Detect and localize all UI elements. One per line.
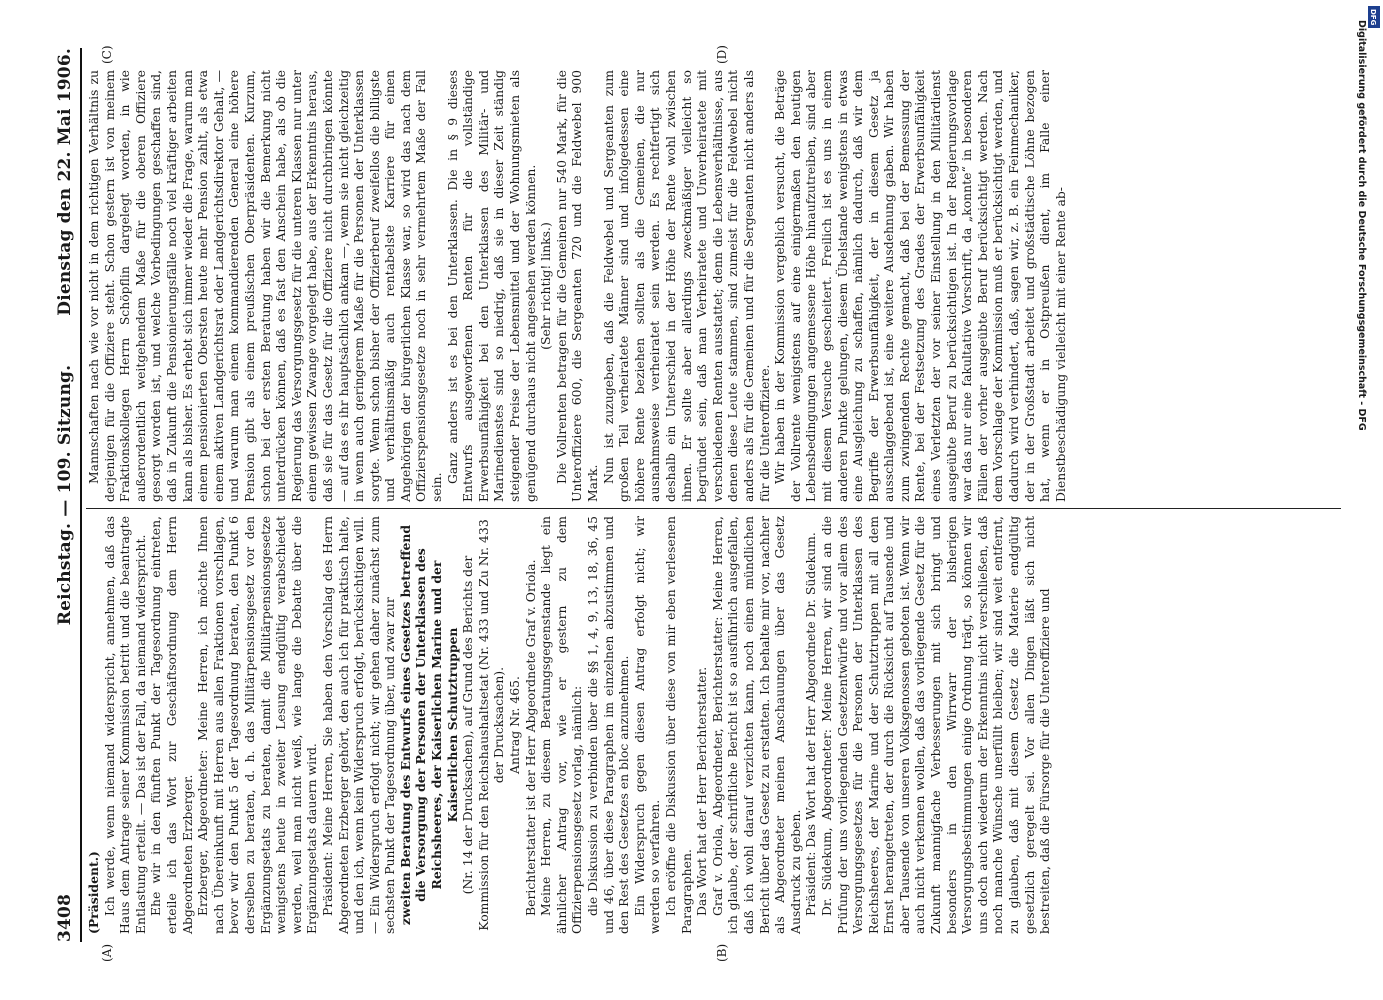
paragraph: Präsident: Das Wort hat der Herr Abgeordnete Dr. Südekum. xyxy=(803,532,819,916)
page-header xyxy=(55,48,79,942)
paragraph: Nun ist zuzugeben, daß die Feldwebel und Sergeanten zum großen Teil verheiratete Männer sind und infolgedessen eine höhere Rente beziehen sollten als die Gemeinen, die nur ausnahmsweise verheiratet sein werden. Es rechtfertigt sich deshalb ein Unterschied in der Höhe der Rente wohl zwischen ihnen. Er sollte aber allerdings zweckmäßiger vielleicht so begründet sein, daß man Verheiratete und Unverheiratete mit verschiedenen Renten ausstattet; denn die Lebensverhältnisse, aus denen diese Leute stammen, sind zumeist für die Feldwebel nicht anders als für die Gemeinen und für die Sergeanten nicht anders als für die Unteroffiziere. xyxy=(600,70,772,502)
text-column-right xyxy=(86,70,1068,502)
paragraph: Erzberger, Abgeordneter: Meine Herren, ich möchte Ihnen nach Übereinkunft mit Herren aus allen Fraktionen vorschlagen, bevor wir den Punkt 5 der Tagesordnung beraten, den Punkt 6 derselben zu beraten, d. h. das Militärpensionsgesetz vor den Ergänzungsetats zu beraten, damit die Militärpensionsgesetze wenigstens heute in zweiter Lesung endgültig verabschiedet werden, weil man nicht weiß, wie lange die Debatte über die Ergänzungsetats dauern wird. xyxy=(195,516,320,934)
paragraph: Graf v. Oriola, Abgeordneter, Berichterstatter: Meine Herren, ich glaube, der schriftliche Bericht ist so ausführlich ausgefallen, daß ich wohl darauf verzichten kann, noch einen mündlichen Bericht über das Gesetz zu erstatten. Ich behalte mir vor, nachher als Abgeordneter meinen Anschauungen über das Gesetz Ausdruck zu geben. xyxy=(709,516,803,934)
paragraph: (Sehr richtig! links.) xyxy=(538,222,554,350)
margin-mark-b: (B) xyxy=(715,943,729,962)
paragraph: zweiten Beratung des Entwurfs eines Gesetzes betreffend die Versorgung der Personen der Unterklassen des Reichsheeres, der Kaiserlichen Marine und der Kaiserlichen Schutztruppen xyxy=(397,524,460,926)
margin-mark-c: (C) xyxy=(100,45,114,64)
paragraph: Ich werde, wenn niemand widerspricht, annehmen, daß das Haus dem Antrage seiner Kommission betritt und die beantragte Entlastung erteilt. — Das ist der Fall, da niemand widerspricht. xyxy=(101,516,148,934)
dfg-credit-text: Digitalisierung gefördert durch die Deutsche Forschungsgemeinschaft - DFG xyxy=(1356,20,1367,431)
paragraph: (Nr. 14 der Drucksachen), auf Grund des Berichts der Kommission für den Reichshaushaltsetat (Nr. 433 und Zu Nr. 433 der Drucksachen). xyxy=(460,519,507,931)
paragraph: Präsident: Meine Herren, Sie haben den Vorschlag des Herrn Abgeordneten Erzberger gehört, den auch ich für praktisch halte, und den ich, wenn kein Widerspruch erfolgt, berücksichtigen will. — Ein Widerspruch erfolgt nicht; wir gehen daher zunächst zum sechsten Punkt der Tagesordnung über, und zwar zur xyxy=(319,516,398,934)
paragraph: Ich eröffne die Diskussion über diese von mir eben verlesenen Paragraphen. xyxy=(662,516,694,934)
column-divider xyxy=(86,508,1341,509)
header-center: Reichstag. — 109. Sitzung. xyxy=(55,364,75,626)
header-date: Dienstag den 22. Mai 1906. xyxy=(55,48,75,316)
paragraph: Ehe wir in den fünften Punkt der Tagesordnung eintreten, erteile ich das Wort zur Geschäftsordnung dem Herrn Abgeordneten Erzberger. xyxy=(148,516,195,934)
dfg-logo-text: DFG xyxy=(1369,9,1377,26)
paragraph: Ein Widerspruch gegen diesen Antrag erfolgt nicht; wir werden so verfahren. xyxy=(631,516,663,934)
paragraph: Wir haben in der Kommission vergeblich versucht, die Beträge der Vollrente wenigstens auf eine einigermaßen den heutigen Lebensbedingungen angemessene Höhe hinaufzutreiben, sind aber mit diesem Versuche gescheitert. Freilich ist es uns in einem anderen Punkte gelungen, diesem Übelstande wenigstens in etwas eine Ausgleichung zu schaffen, nämlich dadurch, daß wir dem Begriffe der Erwerbsunfähigkeit, der in diesem Gesetz ja ausschlaggebend ist, eine weitere Ausdehnung gaben. Wir haben zum zwingenden Rechte gemacht, daß bei der Bemessung der Rente, bei der Festsetzung des Grades der Erwerbsunfähigkeit eines Verletzten der vor seiner Einstellung in den Militärdienst ausgeübte Beruf zu berücksichtigen ist. In der Regierungsvorlage war das nur eine fakultative Vorschrift, da „konnte“ in besonderen Fällen der vorher ausgeübte Beruf berücksichtigt werden. Nach dem Vorschlage der Kommission muß er berücksichtigt werden, und dadurch wird verhindert, daß, sagen wir, z. B. ein Feinmechaniker, der in der Großstadt arbeitet und großstädtische Löhne bezogen hat, wenn er in Ostpreußen dient, im Falle einer Dienstbeschädigung vielleicht mit einer Rente ab- xyxy=(772,70,1068,502)
margin-mark-d: (D) xyxy=(715,45,729,64)
paragraph: Dr. Südekum, Abgeordneter: Meine Herren, wir sind an die Prüfung der uns vorliegenden Gesetzentwürfe und vor allem des Versorgungsgesetzes für die Personen der Unterklassen des Reichsheeres, der Marine und der Schutztruppen mit all dem Ernst herangetreten, der durch die Rücksicht auf Tausende und aber Tausende von unseren Volksgenossen geboten ist. Wenn wir auch nicht verkennen wollen, daß das vorliegende Gesetz für die Zukunft mannigfache Verbesserungen mit sich bringt und besonders in den Wirrwarr der bisherigen Versorgungsbestimmungen einige Ordnung trägt, so können wir uns doch auch wiederum der Erkenntnis nicht verschließen, daß noch manche Wünsche unerfüllt bleiben; wir sind weit entfernt, zu glauben, daß mit diesem Gesetz die Materie endgültig gesetzlich geregelt sei. Vor allen Dingen läßt sich nicht bestreiten, daß die Fürsorge für die Unteroffiziere und xyxy=(818,516,1053,934)
header-rule xyxy=(80,48,82,942)
paragraph: (Präsident.) xyxy=(86,851,101,934)
dfg-logo xyxy=(1368,6,1380,28)
paragraph: Meine Herren, zu diesem Beratungsgegenstande liegt ein ähnlicher Antrag vor, wie er gestern zu dem Offizierpensionsgesetz vorlag, nämlich: xyxy=(538,516,585,934)
paragraph: Ganz anders ist es bei den Unterklassen. Die in § 9 dieses Entwurfs ausgeworfenen Renten für die vollständige Erwerbsunfähigkeit bei den Unterklassen des Militär- und Marinedienstes sind so niedrig, daß sie in dieser Zeit ständig steigender Preise der Lebensmittel und der Wohnungsmieten als genügend durchaus nicht angesehen werden können. xyxy=(444,70,538,502)
paragraph: Berichterstatter ist der Herr Abgeordnete Graf v. Oriola. xyxy=(522,559,538,916)
paragraph: Die Vollrenten betragen für die Gemeinen nur 540 Mark, für die Unteroffiziere 600, die Sergeanten 720 und die Feldwebel 900 Mark. xyxy=(553,70,600,502)
paragraph: Mannschaften nach wie vor nicht in dem richtigen Verhältnis zu derjenigen für die Offiziere steht. Schon gestern ist von meinem Fraktionskollegen Herrn Schöpflin dargelegt worden, in wie außerordentlich weitgehendem Maße für die oberen Offiziere gesorgt worden ist, und welche Vorbedingungen geschaffen sind, daß in Zukunft die Pensionierungsfälle noch viel kräftiger arbeiten kann als bisher. Es erhebt sich immer wieder die Frage, warum man einem pensionierten Obersten heute mehr Pension zahlt, als etwa einem aktiven Landgerichtsrat oder Landgerichtsdirektor Gehalt, — und warum man einem kommandierenden General eine höhere Pension gibt als einem preußischen Oberpräsidenten. Kurzum, schon bei der ersten Beratung haben wir die Bemerkung nicht unterdrücken können, daß es fast den Anschein habe, als ob die Regierung das Versorgungsgesetz für die unteren Klassen nur unter einem gewissen Zwange vorgelegt habe, aus der Erkenntnis heraus, daß sie für das Gesetz für die Offiziere nicht durchbringen könnte — auf das es ihr hauptsächlich ankam —, wenn sie nicht gleichzeitig in wenn auch geringerem Maße für die Personen der Unterklassen sorgte. Wenn schon bisher der Offizierberuf zweifellos die billigste und verhältnismäßig auch rentabelste Karriere für einen Angehörigen der bürgerlichen Klasse war, so wird das nach dem Offizierspensionsgesetze noch in sehr vermehrtem Maße der Fall sein. xyxy=(86,70,445,502)
paragraph: die Diskussion zu verbinden über die §§ 1, 4, 9, 13, 18, 36, 45 und 46, über diese Paragraphen im einzelnen abzustimmen und den Rest des Gesetzes en bloc anzunehmen. xyxy=(585,516,632,934)
page-number: 3408 xyxy=(55,893,75,942)
paragraph: Antrag Nr. 465. xyxy=(507,676,523,774)
paragraph: Das Wort hat der Herr Berichterstatter. xyxy=(694,666,710,916)
margin-mark-a: (A) xyxy=(100,943,114,962)
side-credit xyxy=(1340,0,1370,1000)
text-column-left xyxy=(86,516,1053,934)
